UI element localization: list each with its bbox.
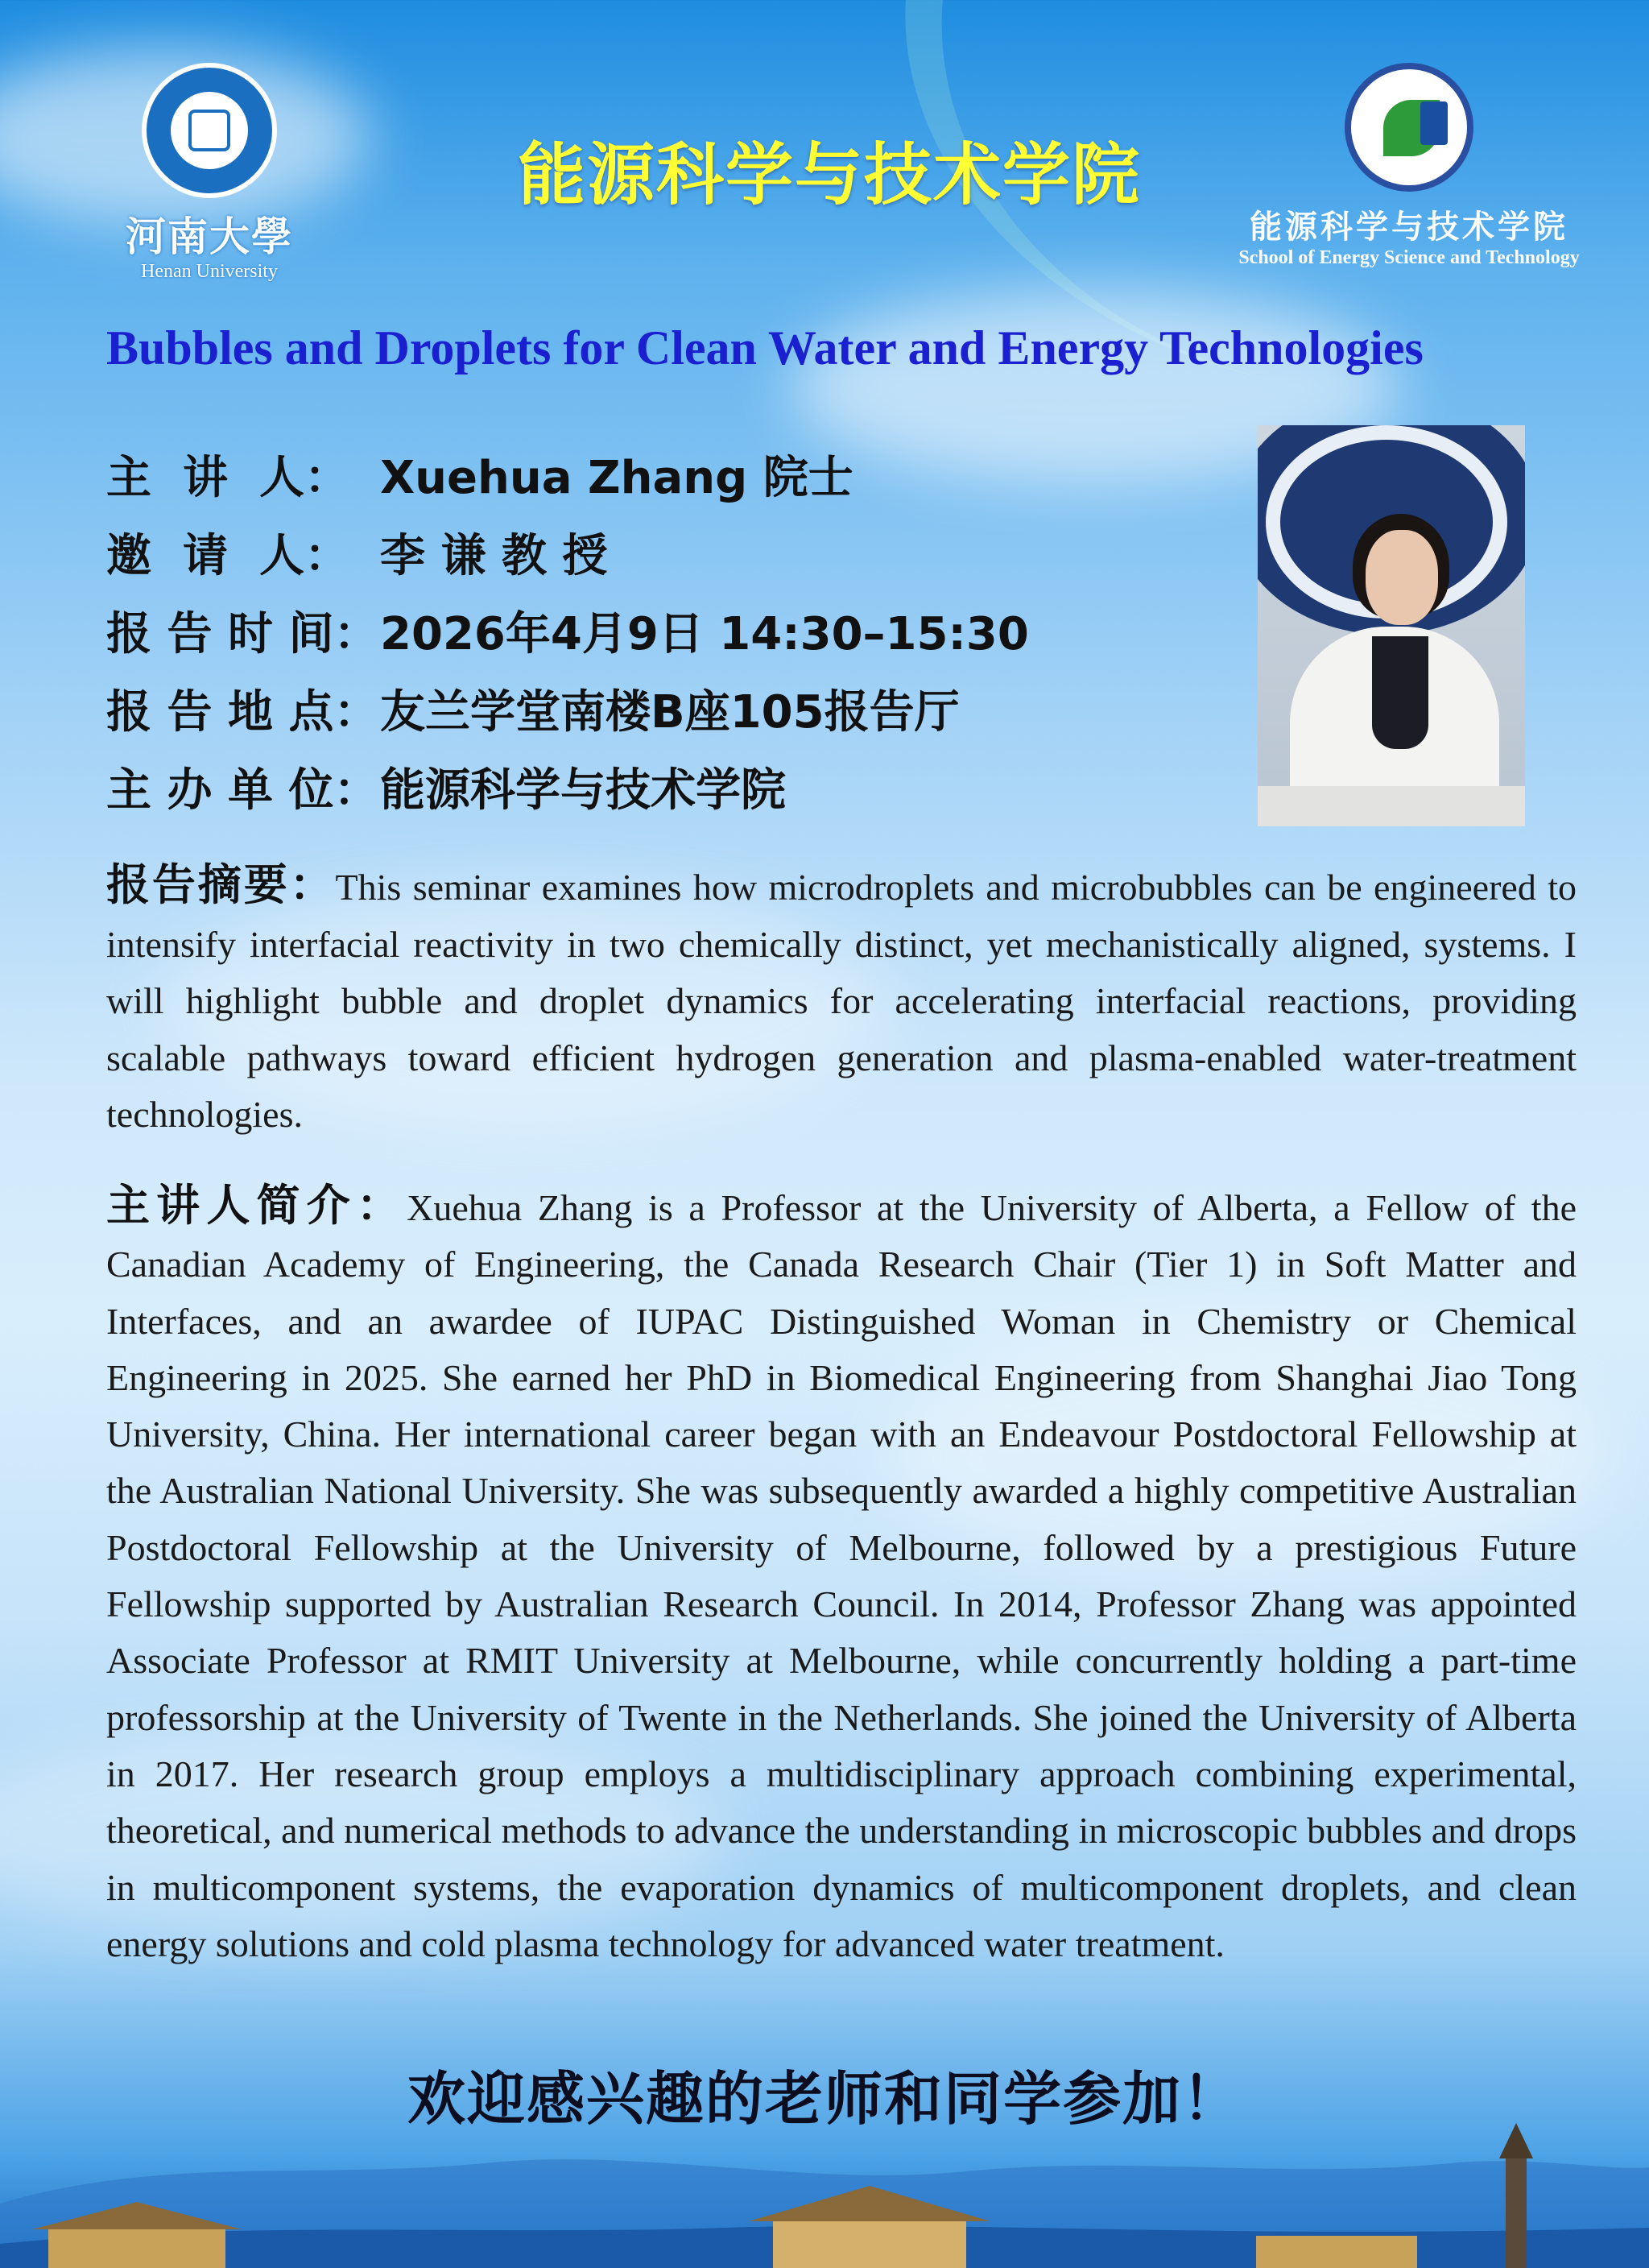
info-row-location [106, 684, 1234, 762]
energy-school-badge-icon [1345, 63, 1473, 192]
talk-info [106, 449, 1234, 840]
welcome-message: 欢迎感兴趣的老师和同学参加！ [407, 2065, 1242, 2133]
logo-name-en: Henan University [141, 261, 278, 282]
info-value: 能源科学与技术学院 [380, 764, 786, 817]
henan-university-logo [113, 63, 306, 282]
info-value: Xuehua Zhang 院士 [380, 452, 853, 504]
info-row-organizer [106, 762, 1234, 840]
campus-skyline-illustration [0, 2107, 1649, 2268]
info-value: 2026年4月9日 14:30–15:30 [380, 608, 1029, 660]
page-title: 能源科学与技术学院 [517, 135, 1141, 214]
energy-school-logo [1224, 63, 1594, 269]
bio-section [106, 1177, 1577, 1972]
info-row-time [106, 606, 1234, 684]
henan-university-seal-icon [142, 63, 277, 198]
talk-title: Bubbles and Droplets for Clean Water and Energy Technologies [106, 321, 1424, 375]
school-name-cn: 能源科学与技术学院 [1250, 208, 1568, 246]
info-label: 报 告 时 间： [106, 608, 379, 660]
info-value: 友兰学堂南楼B座105报告厅 [380, 686, 960, 739]
abstract-text: This seminar examines how microdroplets and microbubbles can be engineered to intensify interfacial reactivity in two chemically distinct, yet mechanistically aligned, systems. I will highlight bubble and droplet dynamics for accelerating interfacial reactions, providing scalable pathways toward efficient hydrogen generation and plasma-enabled water-treatment technologies. [106, 867, 1577, 1135]
info-label: 主 办 单 位： [106, 764, 379, 817]
info-row-host [106, 528, 1234, 606]
speaker-photo [1258, 425, 1525, 826]
info-label: 主 讲 人： [106, 452, 349, 504]
info-value: 李 谦 教 授 [380, 530, 608, 582]
school-name-en: School of Energy Science and Technology [1238, 247, 1580, 268]
info-row-speaker [106, 449, 1234, 528]
abstract-heading: 报告摘要： [106, 859, 336, 910]
info-label: 报 告 地 点： [106, 686, 379, 739]
info-label: 邀 请 人： [106, 530, 349, 582]
abstract-section [106, 857, 1577, 1144]
bio-text: Xuehua Zhang is a Professor at the University of Alberta, a Fellow of the Canadian Academy of Engineering, the Canada Research Chair (Tier 1) in Soft Matter and Interfaces, and an awardee of IUPAC Distinguished Woman in Chemistry or Chemical Engineering in 2025. She earned her PhD in Biomedical Engineering from Shanghai Jiao Tong University, China. Her international career began with an Endeavour Postdoctoral Fellowship at the Australian National University. She was subsequently awarded a highly competitive Australian Postdoctoral Fellowship at the University of Melbourne, followed by a prestigious Future Fellowship supported by Australian Research Council. In 2014, Professor Zhang was appointed Associate Professor at RMIT University at Melbourne, while concurrently holding a part-time professorship at the University of Twente in the Netherlands. She joined the University of Alberta in 2017. Her research group employs a multidisciplinary approach combining experimental, theoretical, and numerical methods to advance the understanding in microscopic bubbles and drops in multicomponent systems, the evaporation dynamics of multicomponent droplets, and clean energy solutions and cold plasma technology for advanced water treatment. [106, 1187, 1577, 1964]
bio-heading: 主讲人简介： [106, 1180, 407, 1231]
logo-name-cn: 河南大學 [126, 213, 293, 260]
